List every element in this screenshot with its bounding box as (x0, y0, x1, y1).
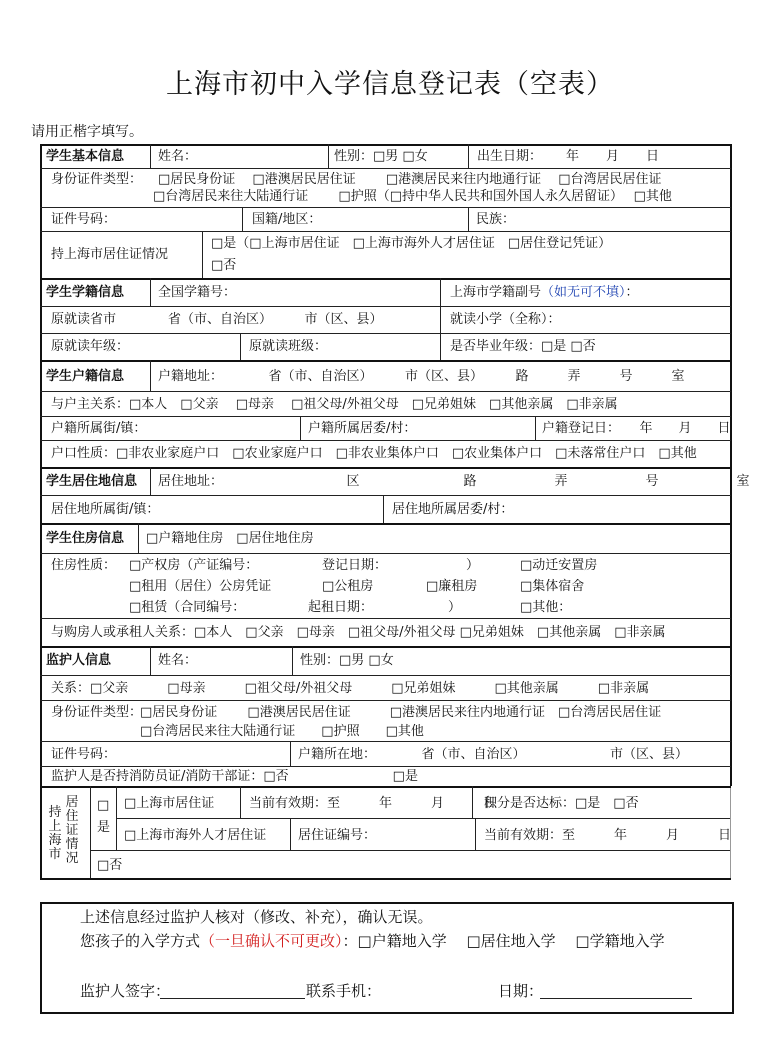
contact-phone-label: 联系手机： (306, 982, 382, 1000)
birth-day-label: 日 (646, 149, 660, 164)
enrollment-method-label: 您孩子的入学方式 (80, 932, 201, 950)
instruction-text: 请用正楷字填写。 (31, 124, 143, 140)
nationality-field[interactable]: 国籍/地区： (252, 212, 322, 227)
lease-start-date[interactable]: 起租日期： (308, 600, 374, 615)
original-class-field[interactable]: 原就读班级： (249, 339, 328, 354)
confirmation-statement: 上述信息经过监护人核对（修改、补充），确认无误。 (80, 908, 433, 926)
housing-location-options[interactable]: □户籍地住房 □居住地住房 (146, 531, 314, 546)
permit-validity-field[interactable]: 当前有效期：至 年 月 日 (249, 796, 497, 811)
shanghai-student-id-field[interactable] (450, 284, 639, 301)
guardian-id-number-field[interactable]: 证件号码： (51, 747, 117, 762)
householder-relation-options[interactable]: 与户主关系：□本人 □父亲 □母亲 □祖父母/外祖父母 □兄弟姐妹 □其他亲属 □非亲属 (51, 397, 618, 412)
student-gender-field[interactable]: 性别：□男 □女 (334, 149, 428, 164)
relocation-house-option[interactable]: □动迁安置房 (520, 558, 598, 573)
residence-committee-field[interactable]: 居住地所属居委/村： (392, 502, 514, 517)
form-title: 上海市初中入学信息登记表（空表） (166, 69, 614, 100)
permit-yes-label: 是 (97, 820, 111, 835)
enrollment-choices[interactable]: ：□户籍地入学 □居住地入学 □学籍地入学 (342, 932, 665, 950)
id-type-options-row1[interactable]: □居民身份证 □港澳居民居住证 □港澳居民来往内地通行证 □台湾居民居住证 (158, 172, 662, 187)
permit-no-option[interactable]: □否 (97, 858, 123, 873)
colon: ： (625, 285, 639, 300)
residence-permit-no-option[interactable]: □否 (211, 258, 237, 273)
guardian-name-field[interactable]: 姓名： (158, 653, 198, 668)
guardian-hukou-location-field[interactable]: 户籍所在地： 省（市、自治区） 市（区、县） (298, 747, 689, 762)
national-student-id-field[interactable]: 全国学籍号： (158, 285, 237, 300)
residence-street-field[interactable]: 居住地所属街/镇： (51, 502, 160, 517)
permit-side-label-a: 持上海市 (48, 805, 62, 862)
id-type-options-row2[interactable]: □台湾居民来往大陆通行证 □护照（□持中华人民共和国外国人永久居留证） □其他 (153, 189, 672, 204)
guardian-id-type-label: 身份证件类型： (51, 705, 143, 720)
guardian-id-options-row1[interactable]: □居民身份证 □港澳居民居住证 □港澳居民来往内地通行证 □台湾居民居住证 (140, 705, 662, 720)
property-house-option[interactable]: □产权房（产证编号： (129, 558, 259, 573)
low-rent-housing-option[interactable]: □廉租房 (426, 579, 478, 594)
date-label: 日期： (498, 982, 544, 1000)
original-grade-field[interactable]: 原就读年级： (51, 339, 130, 354)
lease-option[interactable]: □租赁（合同编号： (129, 600, 246, 615)
close-paren: ） (448, 600, 462, 615)
graduating-grade-field[interactable]: 是否毕业年级：□是 □否 (450, 339, 596, 354)
permit-number-field[interactable]: 居住证编号： (298, 828, 377, 843)
guardian-signature-label: 监护人签字： (80, 982, 171, 1000)
id-number-field[interactable]: 证件号码： (51, 212, 117, 227)
birth-year-label: 年 (566, 149, 580, 164)
hukou-committee-field[interactable]: 户籍所属居委/村： (308, 421, 417, 436)
residence-header: 学生居住地信息 (46, 474, 138, 489)
hukou-address-field[interactable]: 户籍地址： 省（市、自治区） 市（区、县） 路 弄 号 室 (158, 369, 685, 384)
buyer-relation-options[interactable]: 与购房人或承租人关系：□本人 □父亲 □母亲 □祖父母/外祖父母 □兄弟姐妹 □其他亲属 □非亲属 (51, 625, 666, 640)
guardian-relation-options[interactable]: 关系：□父亲 □母亲 □祖父母/外祖父母 □兄弟姐妹 □其他亲属 □非亲属 (51, 681, 650, 696)
hukou-header: 学生户籍信息 (46, 369, 125, 384)
birth-month-label: 月 (606, 149, 620, 164)
public-rental-housing-option[interactable]: □公租房 (322, 579, 374, 594)
talent-permit-validity-field[interactable]: 当前有效期：至 年 月 日 (484, 828, 732, 843)
permit-yes-checkbox[interactable]: □ (97, 798, 110, 813)
basic-info-header: 学生基本信息 (46, 149, 125, 164)
hukou-nature-options[interactable]: 户口性质：□非农业家庭户口 □农业家庭户口 □非农业集体户口 □农业集体户口 □未落常住户口 □其他 (51, 446, 697, 461)
residence-permit-label: 持上海市居住证情况 (51, 247, 169, 262)
residence-address-field[interactable]: 居住地址： 区 路 弄 号 室 (158, 474, 750, 489)
optional-note: （如无可不填） (541, 285, 626, 300)
irreversible-warning: （一旦确认不可更改） (200, 932, 343, 950)
dormitory-option[interactable]: □集体宿舍 (520, 579, 585, 594)
shanghai-residence-permit-option[interactable]: □上海市居住证 (124, 796, 215, 811)
student-name-field[interactable]: 姓名： (158, 149, 198, 164)
residence-permit-yes-options[interactable]: □是（□上海市居住证 □上海市海外人才居住证 □居住登记凭证） (211, 236, 612, 251)
shanghai-student-id-label: 上海市学籍副号 (450, 285, 542, 300)
original-province-field[interactable]: 原就读省市 省（市、自治区） 市（区、县） (51, 312, 383, 327)
id-type-label: 身份证件类型： (51, 172, 143, 187)
guardian-header: 监护人信息 (46, 653, 112, 668)
public-rental-voucher-option[interactable]: □租用（居住）公房凭证 (129, 579, 272, 594)
close-paren: ） (466, 558, 480, 573)
property-registration-date[interactable]: 登记日期： (322, 558, 388, 573)
school-record-header: 学生学籍信息 (46, 285, 125, 300)
guardian-id-options-row2[interactable]: □台湾居民来往大陆通行证 □护照 □其他 (140, 724, 424, 739)
guardian-signature-line[interactable] (160, 998, 305, 999)
hukou-registration-date-field[interactable]: 户籍登记日： 年 月 日 (542, 421, 731, 436)
other-housing-option[interactable]: □其他： (520, 600, 572, 615)
ethnicity-field[interactable]: 民族： (476, 212, 516, 227)
date-line[interactable] (540, 998, 692, 999)
housing-header: 学生住房信息 (46, 531, 125, 546)
housing-nature-label: 住房性质： (51, 558, 117, 573)
guardian-gender-field[interactable]: 性别：□男 □女 (300, 653, 394, 668)
permit-side-label-b: 居住证情况 (65, 795, 79, 866)
birth-date-label[interactable]: 出生日期： (477, 149, 543, 164)
hukou-street-field[interactable]: 户籍所属街/镇： (51, 421, 147, 436)
overseas-talent-permit-option[interactable]: □上海市海外人才居住证 (124, 828, 267, 843)
primary-school-field[interactable]: 就读小学（全称）： (450, 312, 561, 327)
points-qualified-options[interactable]: 积分是否达标：□是 □否 (484, 796, 639, 811)
firefighter-certificate-options[interactable]: 监护人是否持消防员证/消防干部证：□否 □是 (51, 769, 418, 784)
enrollment-method-options[interactable] (80, 933, 665, 950)
